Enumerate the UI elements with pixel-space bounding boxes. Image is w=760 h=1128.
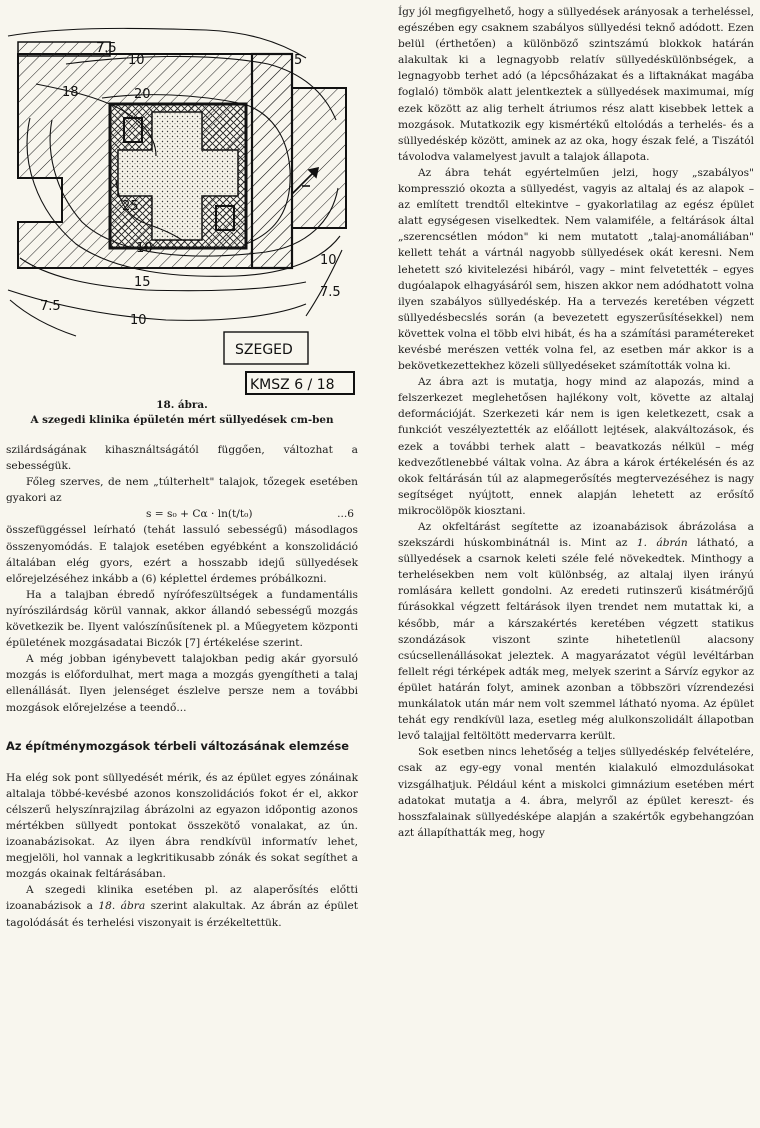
right-p4-b: látható, a süllyedések a csarnok keleti széle felé növekedtek. Minthogy a terhelésekben nem volt különbség, az altalaj ilyen irányú romlására kellett gondolni. Az eredeti rutinszerű kisátmérőjű fúrásokkal végzett feltárások ilyen trendet nem mutattak ki, a később, már a kárszakértés keretében végzett statikus szondázások viszont szinte hihetetlenül alacsony csúcsellenállásokat jeleztek. A magyarázatot végül levéltárban fellelt régi térképek adták meg, melyek szerint a Sárvíz egykor az épület határán folyt, aminek azonban a többszöri vízrendezési munkálatok után már nem volt szemmel látható nyoma. Az épület tehát egy rendkívül laza, esetleg még alulkonszolidált állapotban levő talajjal feltöltött medervarra került. bbox=[398, 537, 754, 743]
left-paragraph-6: Ha elég sok pont süllyedését mérik, és az épület egyes zónáinak altalaja többé-kevésbé azonos konszolidációs fokot ér el, akkor célszerű helyszínrajzilag ábrázolni az egyazon időpontig azonos mértékben süllyedt pontokat összekötő vonalakat, az ún. izoanabázisokat. Az ilyen ábra rendkívül informatív lehet, megjelöli, hol vannak a legkritikusabb zónák és sokat segíthet a mozgás okainak feltárásában. bbox=[6, 771, 358, 881]
formula-number: ...6 bbox=[337, 508, 354, 521]
left-p7-figure-ref: 18. ábra bbox=[98, 900, 146, 913]
left-paragraph-5: A még jobban igénybevett talajokban pedig akár gyorsuló mozgás is előfordulhat, mert maga a mozgás gyengítheti a talaj ellenállását. Ilyen jelenséget észlelve persze nem a további mozgások előrejelzése a teendő... bbox=[6, 653, 358, 714]
section-heading: Az építménymozgások térbeli változásának elemzése bbox=[6, 738, 350, 753]
formula: s = s₀ + Cα · ln(t/t₀) bbox=[146, 508, 253, 521]
label-25: 25 bbox=[122, 199, 139, 214]
label-15: 15 bbox=[134, 275, 151, 290]
settlement-figure bbox=[6, 0, 358, 398]
isoanabasis-map bbox=[6, 0, 358, 398]
figure-caption-title: A szegedi klinika épületén mért süllyedések cm-ben bbox=[30, 414, 334, 426]
left-paragraph-4: Ha a talajban ébredő nyírófeszültségek a fundamentális nyírószilárdság körül vannak, akkor állandó sebességű mozgás következik be. Ilyent valószínűsítenek pl. a Műegyetem központi épületének mozgásadatai Biczók [7] értékelése szerint. bbox=[6, 588, 358, 650]
right-paragraph-1: Így jól megfigyelhető, hogy a süllyedések arányosak a terheléssel, egészében egy csaknem szabályos süllyedési teknő adódott. Ezen belül (érthetően) a különböző szintszámú blokkok határán alakultak ki a legnagyobb relatív süllyedéskülönbségek, a legnagyobb terhet adó (a lépcsőházakat és a liftaknákat magába foglaló) tömbök alatt jelentkeztek a süllyedések maximumai, míg ezek között az alig terhelt átriumos rész alatt kisebbek lettek a mozgások. Mutatkozik egy kismértékű eltolódás a terhelés- és a süllyedéskép között, aminek az az oka, hogy észak felé, a Tiszától távolodva valamelyest javult a talajok állapota. bbox=[398, 6, 754, 163]
label-7-5-left: 7.5 bbox=[40, 299, 61, 314]
left-p7-b: szerint alakultak. Az ábrán az épület tagolódását és terhelési viszonyait is érzékeltettük. bbox=[6, 900, 358, 929]
label-10-bottom: 10 bbox=[130, 313, 147, 328]
label-7-5-top: 7.5 bbox=[96, 41, 117, 56]
left-paragraph-1: szilárdságának kihasználtságától függően, változhat a sebességük. bbox=[6, 444, 358, 473]
label-18: 18 bbox=[62, 85, 79, 100]
left-paragraph-3: összefüggéssel leírható (tehát lassuló sebességű) másodlagos összenyomódás. E talajok esetében egyébként a konszolidáció általában elég gyors, ezért a hosszabb idejű süllyedések előrejelzéséhez inkább a (6) képlettel érdemes próbálkozni. bbox=[6, 524, 358, 585]
label-5-right: 5 bbox=[294, 53, 303, 68]
label-10-right: 10 bbox=[320, 253, 337, 268]
label-10-top: 10 bbox=[128, 53, 145, 68]
stamp-label: KMSZ 6 / 18 bbox=[250, 377, 335, 393]
figure-caption-number: 18. ábra. bbox=[156, 399, 208, 411]
city-label: SZEGED bbox=[235, 342, 293, 358]
right-paragraph-5: Sok esetben nincs lehetőség a teljes süllyedéskép felvételére, csak az egy-egy vonal mentén kialakuló elmozdulásokat vizsgálhatjuk. Például ként a miskolci gimnázium esetében mért adatokat mutatja a 4. ábra, melyről az épület kereszt- és hosszfalainak süllyedésképe alapján a szakértők egybehangzóan azt állapíthatták meg, hogy bbox=[398, 746, 754, 839]
left-paragraph-7 bbox=[6, 882, 358, 930]
right-paragraph-4 bbox=[398, 519, 754, 744]
left-p7-a: A szegedi klinika esetében pl. az alaperősítés előtti izoanabázisok a bbox=[6, 884, 358, 913]
left-column bbox=[6, 0, 358, 931]
right-tower bbox=[252, 54, 292, 268]
label-7-5-right: 7.5 bbox=[320, 285, 341, 300]
right-paragraph-2: Az ábra tehát egyértelműen jelzi, hogy „szabályos" kompresszió okozta a süllyedést, vagyis az altalaj és az alapok – az említett trendtől eltekintve – gyakorlatilag az egész épület alatt egységesen viselkedtek. Nem valamiféle, a feltárások által „szerencsétlen módon" ki nem mutatott „talaj-anomáliában" kellett tehát a vártnál nagyobb süllyedések okát keresni. Nem lehetett szó kivitelezési hibáról, vagy – mint felvetették – egyes dugóalapok elhagyásáról sem, hiszen akkor nem adódhatott volna ilyen szabályos süllyedéskép. Ha a tervezés keretében végzett süllyedésbecslés során (a bevezetett egyszerűsítésekkel) nem követtek volna el több elvi hibát, és ha a számítási paramétereket kevésbé merészen vették volna fel, az esetben már akkor is a bekövetkezettekhez közeli süllyedéseket számították volna ki. bbox=[398, 166, 754, 373]
right-paragraph-3: Az ábra azt is mutatja, hogy mind az alapozás, mind a felszerkezet meglehetősen hajlékony volt, követte az altalaj deformációját. Szerkezeti kár nem is igen keletkezett, csak a funkciót veszélyeztették az előállott lejtések, alakváltozások, és ezek a további terhek alatt – beavatkozás nélkül – még kedvezőtlenebbé váltak volna. Az ábra a károk értékelésén és az okok feltárásán túl az alapmegerősítés megtervezéséhez is nagy segítséget nyújtott, ennek alapján lehetett az erősítő mikrocölöpök kiosztani. bbox=[398, 376, 754, 517]
right-p4-a: Az okfeltárást segítette az izoanabázisok ábrázolása a szekszárdi húskombinátnál is. Mint az bbox=[398, 521, 754, 550]
left-paragraph-2: Főleg szerves, de nem „túlterhelt" talajok, tőzegek esetében gyakori az bbox=[6, 476, 358, 505]
formula-line bbox=[6, 506, 358, 522]
right-p4-figure-ref: 1. ábrán bbox=[636, 537, 688, 550]
label-10-mid: 10 bbox=[136, 241, 153, 256]
right-column bbox=[398, 4, 754, 841]
label-20: 20 bbox=[134, 87, 151, 102]
